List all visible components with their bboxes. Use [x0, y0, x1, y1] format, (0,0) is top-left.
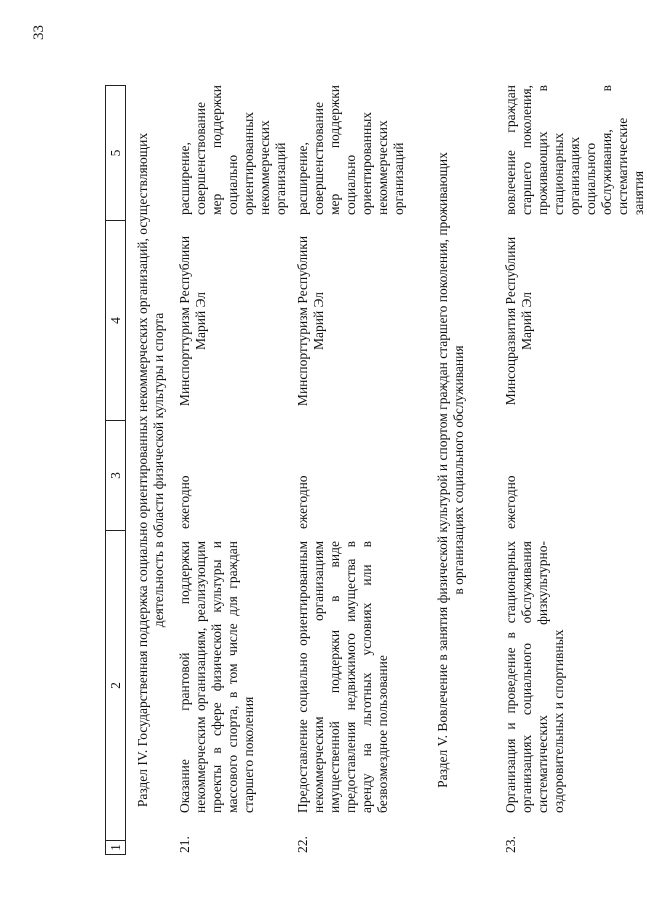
header-col-4: 4 — [106, 221, 125, 421]
executor-cell: Минспорттуризм Республики Марий Эл — [177, 235, 208, 407]
executor-cell: Минспорттуризм Республики Марий Эл — [295, 235, 326, 407]
section-title-line: Раздел V. Вовлечение в занятия физической культурой и спортом граждан старшего поколения, проживающих — [435, 152, 450, 788]
measure-cell: Оказание грантовой поддержки некоммерческим организациям, реализующим проекты в сфере физической культуры и массового спорта, в том числе для граждан старшего поколения — [177, 541, 256, 813]
row-number: 21. — [177, 836, 192, 853]
header-col-3: 3 — [106, 421, 125, 531]
measure-cell: Предоставление социально ориентированным некоммерческим организациям имущественной поддержки в виде предоставления недвижимого имущества в аренду на льготных условиях или в безвозмездное пользование — [295, 541, 390, 813]
section-title-line: Раздел IV. Государственная поддержка социально ориентированных некоммерческих организаций, осуществляющих — [135, 132, 150, 808]
section-title — [435, 85, 467, 855]
rotated-table — [105, 85, 646, 855]
page-number: 33 — [31, 25, 47, 40]
period-cell: ежегодно — [503, 475, 518, 529]
table-header-row — [105, 85, 126, 855]
row-number: 23. — [503, 836, 518, 853]
header-col-1: 1 — [106, 841, 125, 855]
executor-cell: Минсоцразвития Республики Марий Эл — [503, 236, 534, 406]
header-col-2: 2 — [106, 531, 125, 841]
header-col-5: 5 — [106, 85, 125, 221]
section-title-line: в организациях социального обслуживания — [451, 345, 466, 595]
section-title — [135, 85, 167, 855]
measure-cell: Организация и проведение в стационарных организациях социального обслуживания систематических физкультурно-оздоровительных и спортивных — [503, 541, 566, 813]
result-cell: расширение, совершенствование мер поддержки социально ориентированных некоммерческих организаций — [295, 85, 406, 215]
result-cell: расширение, совершенствование мер поддержки социально ориентированных некоммерческих организаций — [177, 85, 288, 215]
section-title-line: деятельность в области физической культуры и спорта — [151, 312, 166, 628]
period-cell: ежегодно — [177, 475, 192, 529]
row-number: 22. — [295, 836, 310, 853]
result-cell: вовлечение граждан старшего поколения, проживающих в стационарных организациях социального обслуживания, в систематические занятия — [503, 85, 646, 215]
period-cell: ежегодно — [295, 475, 310, 529]
